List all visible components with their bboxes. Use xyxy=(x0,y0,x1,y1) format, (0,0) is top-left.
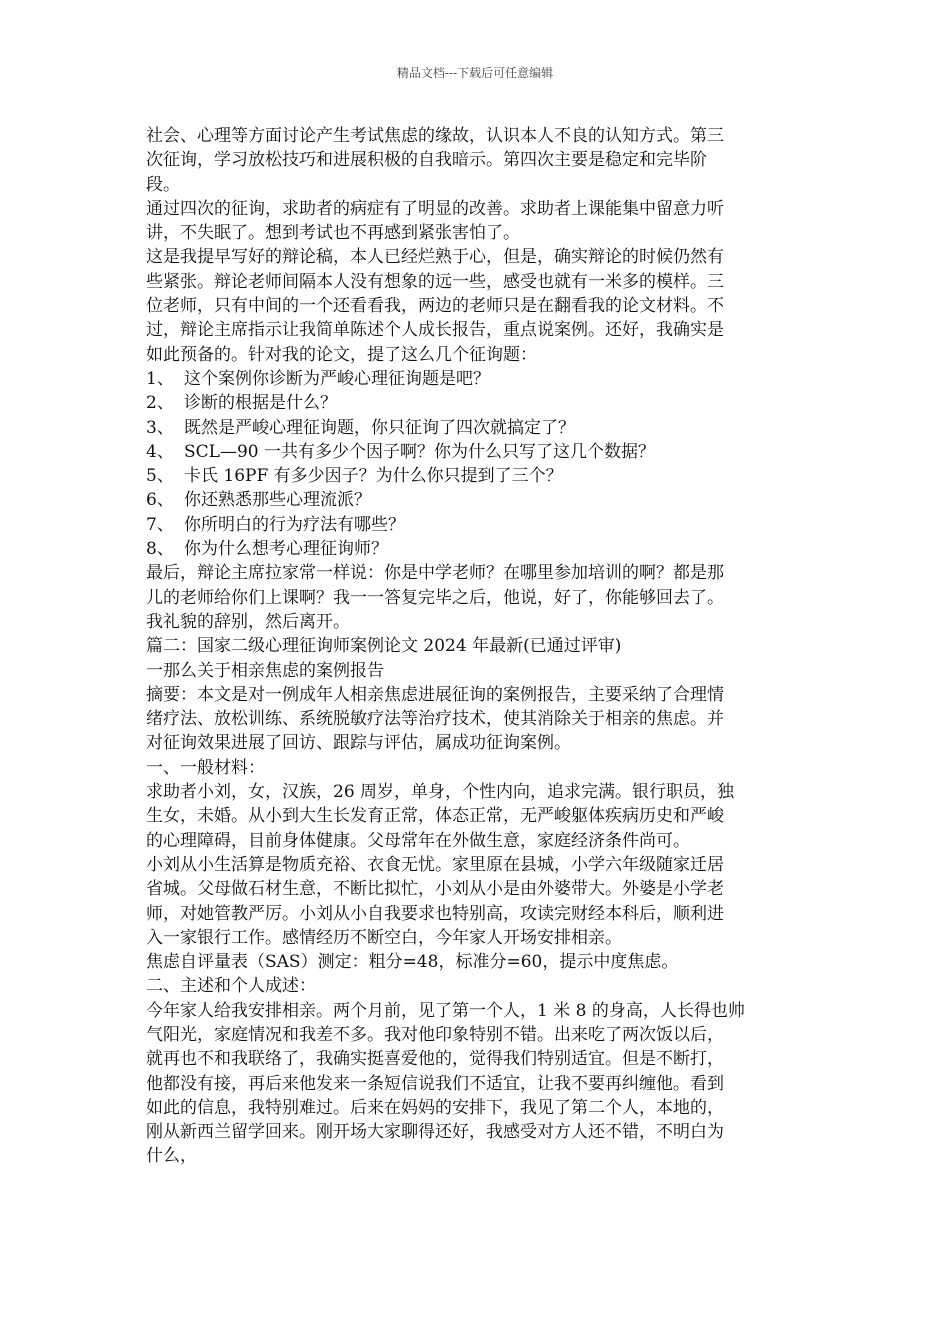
text-line: 什么， xyxy=(146,1146,197,1167)
list-number: 5、 xyxy=(146,466,174,487)
text-line: 摘要：本文是对一例成年人相亲焦虑进展征询的案例报告，主要采纳了合理情 xyxy=(146,684,724,705)
list-text: 这个案例你诊断为严峻心理征询题是吧？ xyxy=(184,368,490,389)
text-line: 省城。父母做石材生意，不断比拟忙，小刘从小是由外婆带大。外婆是小学老 xyxy=(146,879,724,900)
paragraph-defense-closing xyxy=(146,561,808,634)
paragraph-client-statement xyxy=(146,999,808,1169)
list-text: SCL—90 一共有多少个因子啊？你为什么只写了这几个数据？ xyxy=(184,441,655,462)
text-line: 通过四次的征询，求助者的病症有了明显的改善。求助者上课能集中留意力听 xyxy=(146,198,724,219)
paragraph-sas-score: 焦虑自评量表（SAS）测定：粗分=48，标准分=60，提示中度焦虑。 xyxy=(146,952,679,973)
question-list xyxy=(146,367,808,561)
text-line: 对征询效果进展了回访、跟踪与评估，属成功征询案例。 xyxy=(146,733,571,754)
list-number: 3、 xyxy=(146,417,174,438)
text-line: 求助者小刘，女，汉族，26 周岁，单身，个性内向，追求完满。银行职员，独 xyxy=(146,782,735,803)
heading-general-info: 一、一般材料： xyxy=(146,757,265,778)
list-item xyxy=(146,537,808,561)
paragraph-client-background xyxy=(146,853,808,950)
paragraph-abstract xyxy=(146,683,808,756)
text-line: 过，辩论主席指示让我简单陈述个人成长报告，重点说案例。还好，我确实是 xyxy=(146,320,724,341)
list-text: 既然是严峻心理征询题，你只征询了四次就搞定了？ xyxy=(184,417,575,438)
text-line: 我礼貌的辞别，然后离开。 xyxy=(146,611,350,632)
text-line: 入一家银行工作。感情经历不断空白，今年家人开场安排相亲。 xyxy=(146,927,622,948)
page-header: 精品文档---下载后可任意编辑 xyxy=(396,66,554,80)
list-item xyxy=(146,367,808,391)
heading-statement: 二、主述和个人成述： xyxy=(146,976,316,997)
text-line: 气阳光，家庭情况和我差不多。我对他印象特别不错。出来吃了两次饭以后， xyxy=(146,1024,724,1045)
list-item xyxy=(146,464,808,488)
list-item xyxy=(146,416,808,440)
list-text: 你为什么想考心理征询师？ xyxy=(184,539,388,560)
paragraph-defense-intro xyxy=(146,245,808,366)
list-number: 4、 xyxy=(146,441,174,462)
text-line: 最后，辩论主席拉家常一样说：你是中学老师？在哪里参加培训的啊？都是那 xyxy=(146,563,724,584)
list-item xyxy=(146,440,808,464)
text-line: 如此的信息，我特别难过。后来在妈妈的安排下，我见了第二个人，本地的， xyxy=(146,1097,724,1118)
text-line: 绪疗法、放松训练、系统脱敏疗法等治疗技术，使其消除关于相亲的焦虑。并 xyxy=(146,709,724,730)
list-number: 8、 xyxy=(146,539,174,560)
text-line: 刚从新西兰留学回来。刚开场大家聊得还好，我感受对方人还不错，不明白为 xyxy=(146,1122,724,1143)
paragraph-client-profile xyxy=(146,780,808,853)
list-item xyxy=(146,513,808,537)
text-line: 师，对她管教严厉。小刘从小自我要求也特别高，攻读完财经本科后，顺利进 xyxy=(146,903,724,924)
text-line: 今年家人给我安排相亲。两个月前，见了第一个人，1 米 8 的身高，人长得也帅 xyxy=(146,1000,745,1021)
list-text: 诊断的根据是什么？ xyxy=(184,393,337,414)
text-line: 位老师，只有中间的一个还看看我，两边的老师只是在翻看我的论文材料。不 xyxy=(146,296,724,317)
text-line: 讲，不失眠了。想到考试也不再感到紧张害怕了。 xyxy=(146,223,520,244)
paragraph-consultation-result xyxy=(146,197,808,246)
list-text: 你所明白的行为疗法有哪些？ xyxy=(184,514,405,535)
text-line: 如此预备的。针对我的论文，提了这么几个征询题： xyxy=(146,344,537,365)
text-line: 小刘从小生活算是物质充裕、衣食无忧。家里原在县城，小学六年级随家迁居 xyxy=(146,854,724,875)
text-line: 生女，未婚。从小到大生长发育正常，体态正常，无严峻躯体疾病历史和严峻 xyxy=(146,806,724,827)
text-line: 他都没有接，再后来他发来一条短信说我们不适宜，让我不要再纠缠他。看到 xyxy=(146,1073,724,1094)
paragraph-consultation-summary xyxy=(146,124,808,197)
list-item xyxy=(146,391,808,415)
report-title: 一那么关于相亲焦虑的案例报告 xyxy=(146,660,384,681)
text-line: 段。 xyxy=(146,174,180,195)
list-number: 6、 xyxy=(146,490,174,511)
text-line: 次征询，学习放松技巧和进展积极的自我暗示。第四次主要是稳定和完毕阶 xyxy=(146,150,707,171)
list-text: 你还熟悉那些心理流派？ xyxy=(184,490,371,511)
section-title: 篇二：国家二级心理征询师案例论文 2024 年最新(已通过评审) xyxy=(146,636,622,657)
list-number: 7、 xyxy=(146,514,174,535)
text-line: 儿的老师给你们上课啊？我一一答复完毕之后，他说，好了，你能够回去了。 xyxy=(146,587,724,608)
list-number: 2、 xyxy=(146,393,174,414)
text-line: 社会、心理等方面讨论产生考试焦虑的缘故，认识本人不良的认知方式。第三 xyxy=(146,126,724,146)
text-line: 这是我提早写好的辩论稿，本人已经烂熟于心，但是，确实辩论的时候仍然有 xyxy=(146,247,724,268)
text-line: 的心理障碍，目前身体健康。父母常年在外做生意，家庭经济条件尚可。 xyxy=(146,830,690,851)
document-body xyxy=(146,124,808,1169)
list-number: 1、 xyxy=(146,368,174,389)
text-line: 些紧张。辩论老师间隔本人没有想象的远一些，感受也就有一米多的模样。三 xyxy=(146,271,724,292)
list-text: 卡氏 16PF 有多少因子？为什么你只提到了三个？ xyxy=(184,466,563,487)
list-item xyxy=(146,488,808,512)
text-line: 就再也不和我联络了，我确实挺喜爱他的，觉得我们特别适宜。但是不断打， xyxy=(146,1049,724,1070)
